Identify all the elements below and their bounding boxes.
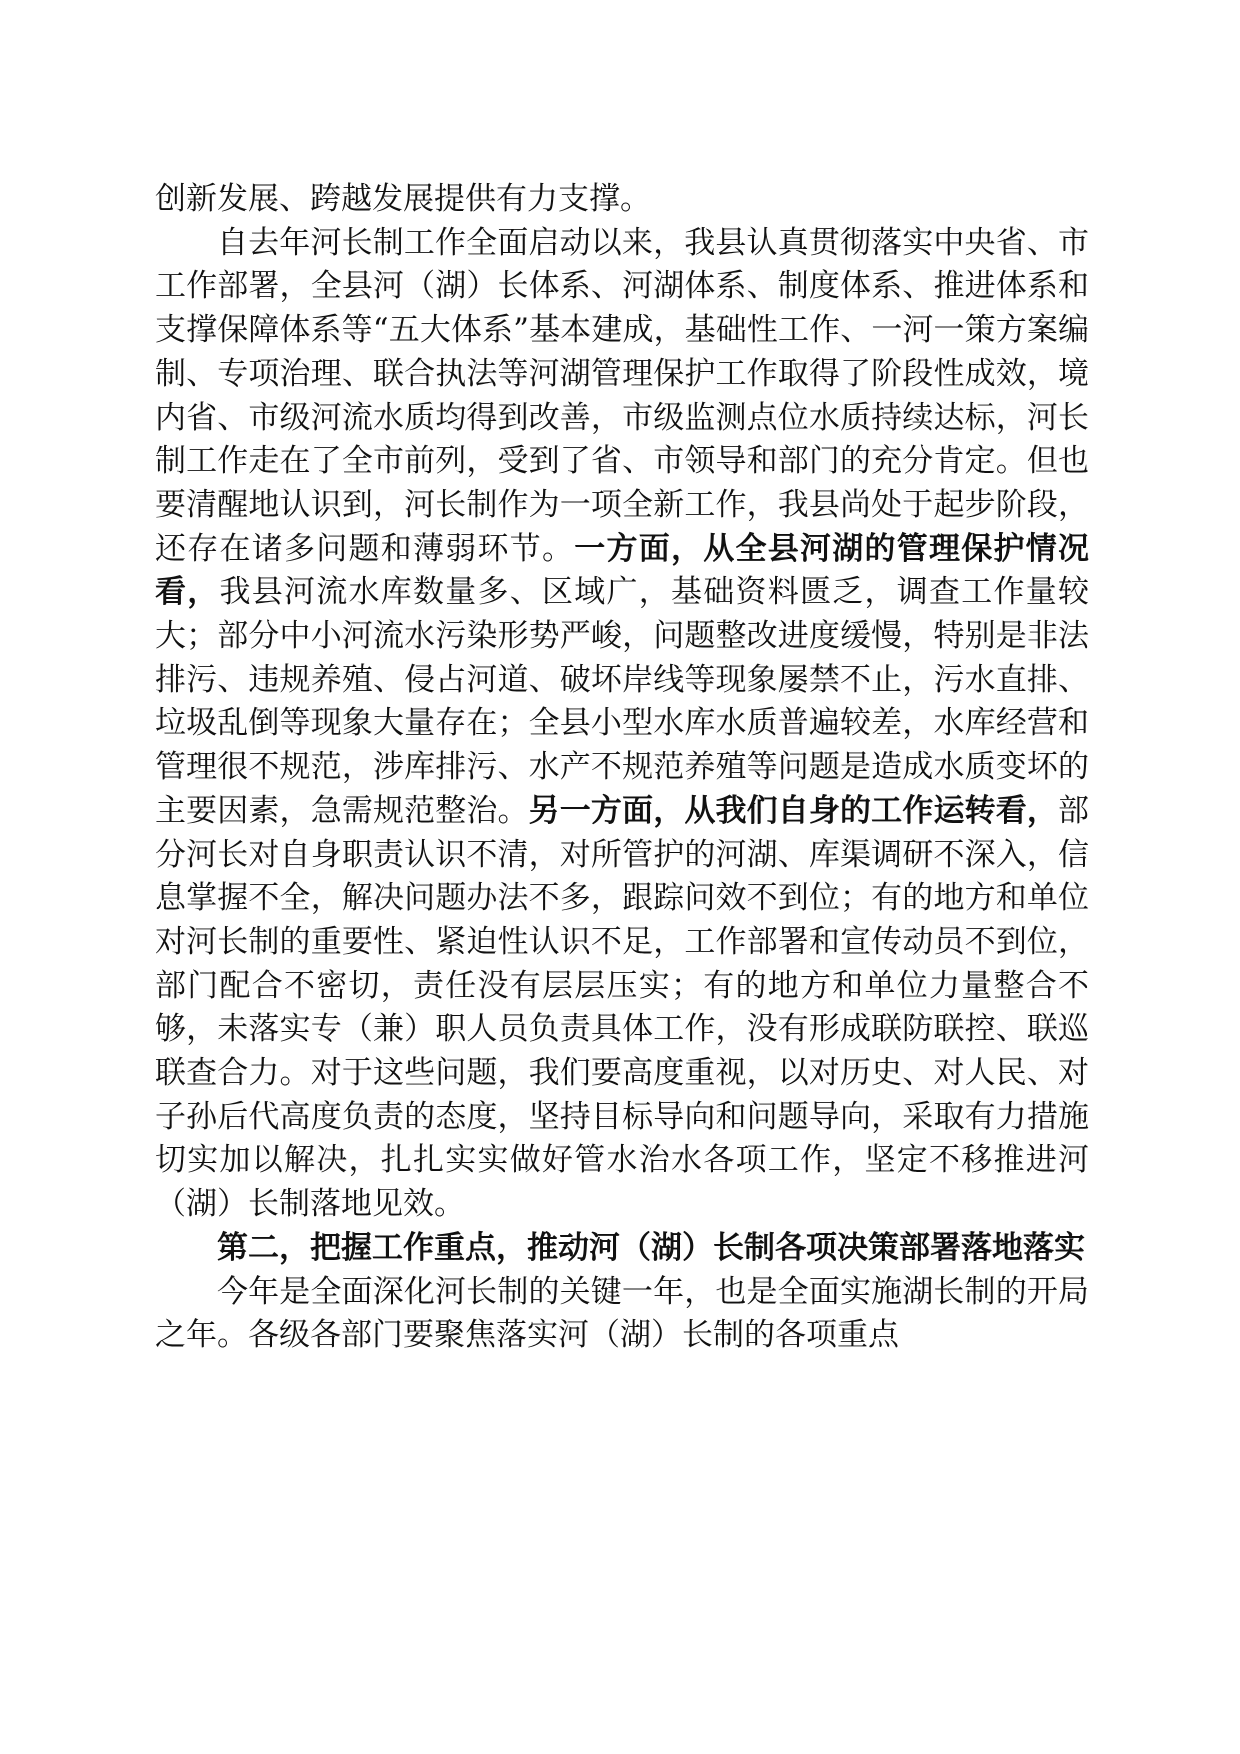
paragraph-text: 部分河长对自身职责认识不清，对所管护的河湖、库渠调研不深入，信息掌握不全，解决问题办法不多，跟踪问效不到位；有的地方和单位对河长制的重要性、紧迫性认识不足，工作部署和宣传动员不到位，部门配合不密切，责任没有层层压实；有的地方和单位力量整合不够，未落实专（兼）职人员负责具体工作，没有形成联防联控、联巡联查合力。对于这些问题，我们要高度重视，以对历史、对人民、对子孙后代高度负责的态度，坚持目标导向和问题导向，采取有力措施切实加以解决，扎扎实实做好管水治水各项工作，坚定不移推进河（湖）长制落地见效。	[155, 792, 1089, 1223]
paragraph-text: 我县河流水库数量多、区域广，基础资料匮乏，调查工作量较大；部分中小河流水污染形势严峻，问题整改进度缓慢，特别是非法排污、违规养殖、侵占河道、破坏岸线等现象屡禁不止，污水直排、垃圾乱倒等现象大量存在；全县小型水库水质普遍较差，水库经营和管理很不规范，涉库排污、水产不规范养殖等问题是造成水质变坏的主要因素，急需规范整治。	[155, 574, 1089, 829]
paragraph-key-year: 今年是全面深化河长制的关键一年，也是全面实施湖长制的开局之年。各级各部门要聚焦落实河（湖）长制的各项重点	[155, 1273, 1089, 1354]
section-heading: 第二，把握工作重点，推动河（湖）长制各项决策部署落地落实	[217, 1229, 1085, 1266]
paragraph-text: 自去年河长制工作全面启动以来，我县认真贯彻落实中央省、市工作部署，全县河（湖）长体系、河湖体系、制度体系、推进体系和支撑保障体系等“五大体系”基本建成，基础性工作、一河一策方案编制、专项治理、联合执法等河湖管理保护工作取得了阶段性成效，境内省、市级河流水质均得到改善，市级监测点位水质持续达标，河长制工作走在了全市前列，受到了省、市领导和部门的充分肯定。但也要清醒地认识到，河长制作为一项全新工作，我县尚处于起步阶段，还存在诸多问题和薄弱环节。	[155, 224, 1089, 567]
body-text	[155, 178, 1089, 1358]
bold-phrase-one-aspect: 一方面，从全县河湖的管理保护情况看，	[155, 530, 1089, 611]
paragraph-river-chief-overview	[155, 222, 1089, 1227]
bold-phrase-other-aspect: 另一方面，从我们自身的工作运转看，	[528, 792, 1058, 829]
paragraph-continuation: 创新发展、跨越发展提供有力支撑。	[155, 181, 651, 217]
